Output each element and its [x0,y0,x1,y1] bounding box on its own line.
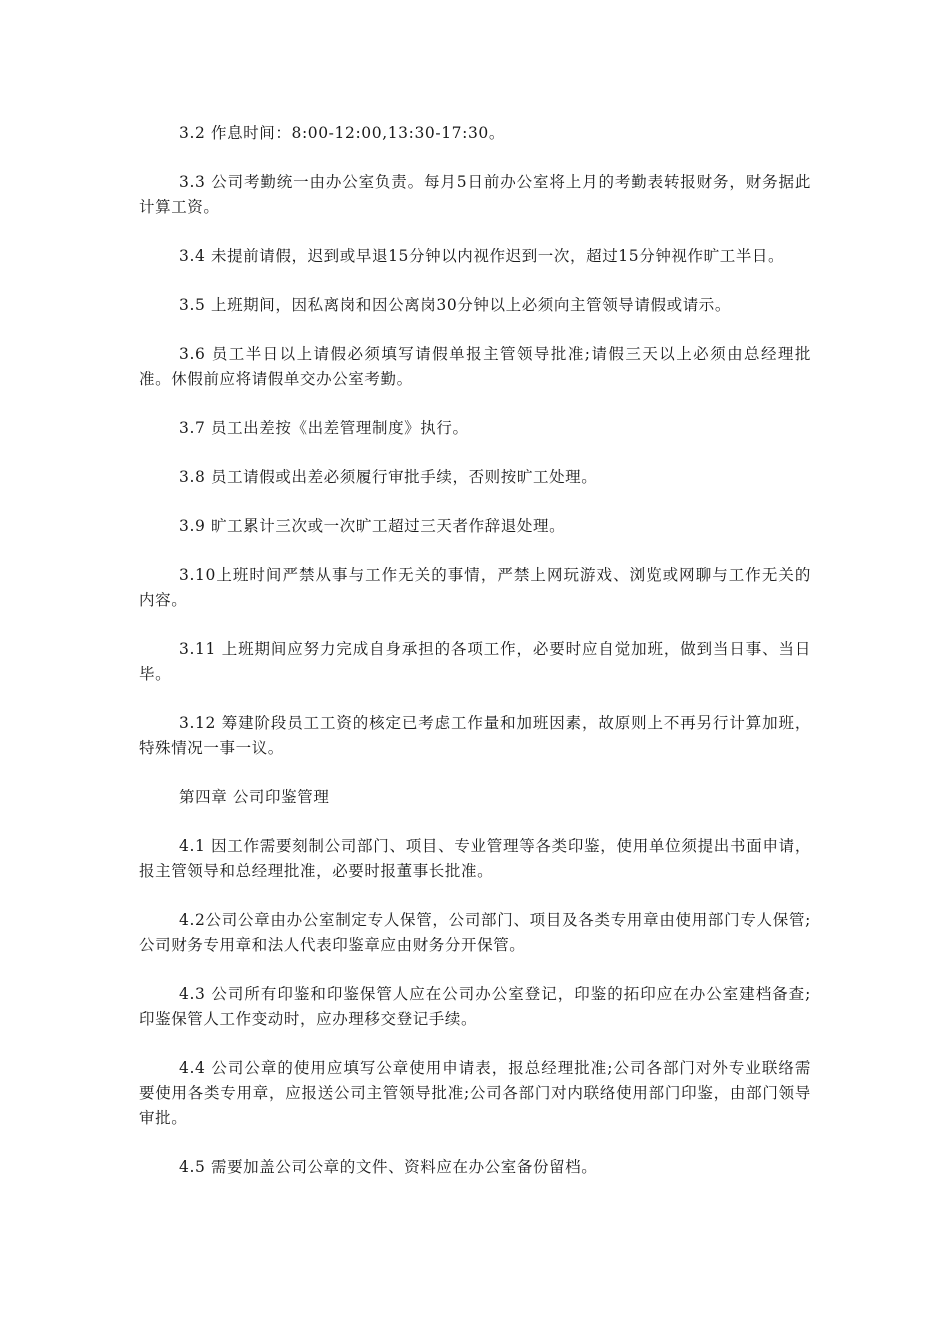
paragraph-3-9: 3.9 旷工累计三次或一次旷工超过三天者作辞退处理。 [179,517,566,535]
paragraph-3-12: 3.12 筹建阶段员工工资的核定已考虑工作量和加班因素，故原则上不再另行计算加班，特殊情况一事一议。 [139,714,811,757]
paragraph-3-2: 3.2 作息时间：8:00-12:00,13:30-17:30。 [179,124,505,142]
paragraph-3-8: 3.8 员工请假或出差必须履行审批手续，否则按旷工处理。 [179,468,598,486]
paragraph-4-2: 4.2公司公章由办公室制定专人保管，公司部门、项目及各类专用章由使用部门专人保管;公司财务专用章和法人代表印鉴章应由财务分开保管。 [139,911,811,954]
paragraph-4-1: 4.1 因工作需要刻制公司部门、项目、专业管理等各类印鉴，使用单位须提出书面申请，报主管领导和总经理批准，必要时报董事长批准。 [139,837,811,880]
paragraph-3-7: 3.7 员工出差按《出差管理制度》执行。 [179,419,469,437]
paragraph-3-11: 3.11 上班期间应努力完成自身承担的各项工作，必要时应自觉加班，做到当日事、当日毕。 [139,640,811,683]
paragraph-4-3: 4.3 公司所有印鉴和印鉴保管人应在公司办公室登记，印鉴的拓印应在办公室建档备查;印鉴保管人工作变动时，应办理移交登记手续。 [139,985,811,1028]
chapter-heading: 第四章 公司印鉴管理 [179,788,330,806]
paragraph-4-4: 4.4 公司公章的使用应填写公章使用申请表，报总经理批准;公司各部门对外专业联络需要使用各类专用章，应报送公司主管领导批准;公司各部门对内联络使用部门印鉴，由部门领导审批。 [139,1059,811,1127]
paragraph-3-3: 3.3 公司考勤统一由办公室负责。每月5日前办公室将上月的考勤表转报财务，财务据此计算工资。 [139,173,811,216]
paragraph-3-4: 3.4 未提前请假，迟到或早退15分钟以内视作迟到一次，超过15分钟视作旷工半日。 [179,247,785,265]
paragraph-3-10: 3.10上班时间严禁从事与工作无关的事情，严禁上网玩游戏、浏览或网聊与工作无关的内容。 [139,566,811,609]
paragraph-3-5: 3.5 上班期间，因私离岗和因公离岗30分钟以上必须向主管领导请假或请示。 [179,296,732,314]
document-body [139,121,811,1204]
paragraph-3-6: 3.6 员工半日以上请假必须填写请假单报主管领导批准;请假三天以上必须由总经理批准。休假前应将请假单交办公室考勤。 [139,345,811,388]
paragraph-4-5: 4.5 需要加盖公司公章的文件、资料应在办公室备份留档。 [179,1158,598,1176]
